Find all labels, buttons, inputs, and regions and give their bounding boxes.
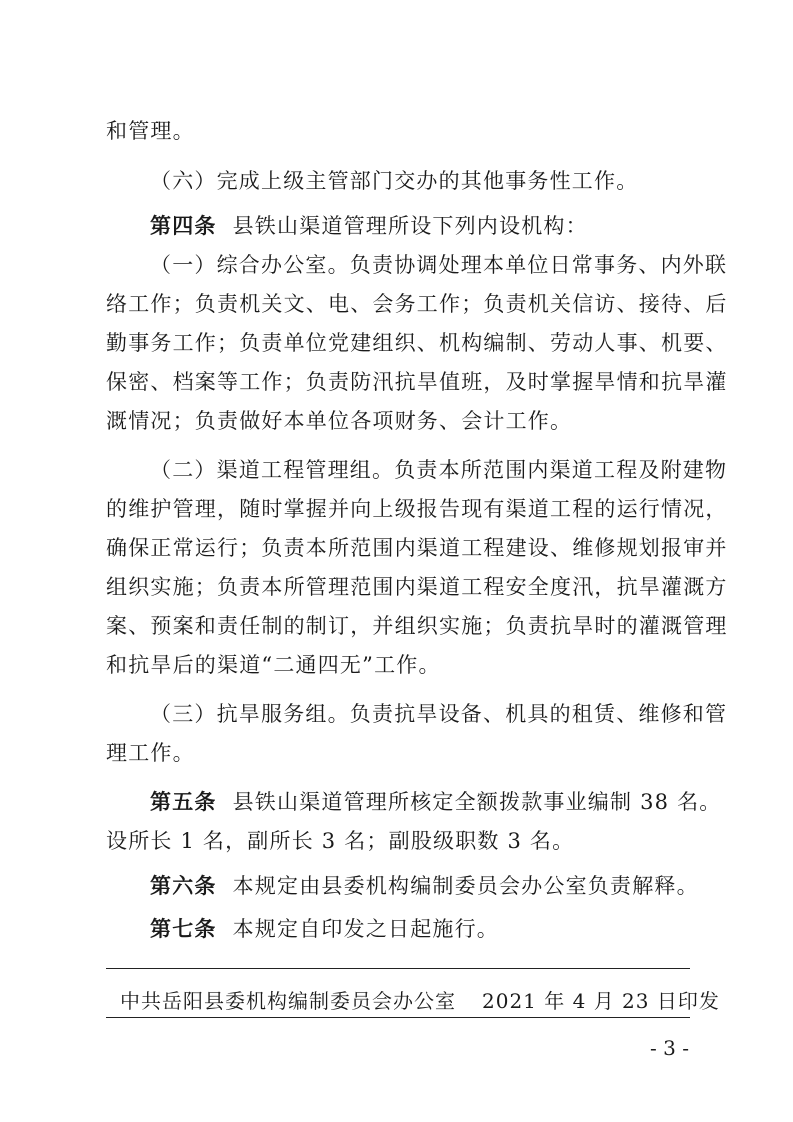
article-4 — [106, 207, 688, 246]
text-line: 勤事务工作；负责单位党建组织、机构编制、劳动人事、机要、 — [106, 331, 728, 355]
article-text: 本规定由县委机构编制委员会办公室负责解释。 — [232, 874, 699, 898]
text-line: （一）综合办公室。负责协调处理本单位日常事务、内外联 — [150, 253, 728, 277]
article-text: 县铁山渠道管理所设下列内设机构： — [232, 214, 588, 238]
text-line: 案、预案和责任制的制订，并组织实施；负责抗旱时的灌溉管理 — [106, 614, 728, 638]
text-line: （三）抗旱服务组。负责抗旱设备、机具的租赁、维修和管 — [150, 702, 728, 726]
article-heading: 第五条 — [150, 790, 217, 814]
article-heading: 第六条 — [150, 874, 217, 898]
text-line: 设所长 1 名，副所长 3 名；副股级职数 3 名。 — [106, 829, 575, 853]
footer-issuer: 中共岳阳县委机构编制委员会办公室 — [120, 989, 456, 1013]
article-5 — [106, 783, 722, 822]
text-line: （六）完成上级主管部门交办的其他事务性工作。 — [150, 169, 639, 193]
text-line: 组织实施；负责本所管理范围内渠道工程安全度汛，抗旱灌溉方 — [106, 575, 728, 599]
document-body — [106, 112, 728, 949]
article-heading: 第四条 — [150, 214, 217, 238]
footer-imprint — [120, 985, 720, 1014]
text-line: 和管理。 — [106, 119, 195, 143]
footer-rule-top — [106, 968, 690, 969]
article-heading: 第七条 — [150, 917, 217, 941]
text-line: 理工作。 — [106, 741, 195, 765]
article-text: 本规定自印发之日起施行。 — [232, 917, 500, 941]
text-line: 确保正常运行；负责本所范围内渠道工程建设、维修规划报审并 — [106, 536, 728, 560]
page-number: - 3 - — [650, 1036, 689, 1060]
article-6 — [106, 867, 699, 906]
footer-rule-bottom — [106, 1017, 690, 1018]
text-line: 保密、档案等工作；负责防汛抗旱值班，及时掌握旱情和抗旱灌 — [106, 370, 728, 394]
article-7 — [106, 910, 688, 949]
text-line: 的维护管理，随时掌握并向上级报告现有渠道工程的运行情况， — [106, 497, 728, 521]
text-line: 溉情况；负责做好本单位各项财务、会计工作。 — [106, 409, 573, 433]
footer-date: 2021 年 4 月 23 日印发 — [482, 989, 720, 1013]
text-line: 和抗旱后的渠道“二通四无”工作。 — [106, 653, 441, 677]
text-line: （二）渠道工程管理组。负责本所范围内渠道工程及附建物 — [150, 458, 728, 482]
article-text: 县铁山渠道管理所核定全额拨款事业编制 38 名。 — [232, 790, 722, 814]
text-line: 络工作；负责机关文、电、会务工作；负责机关信访、接待、后 — [106, 292, 728, 316]
